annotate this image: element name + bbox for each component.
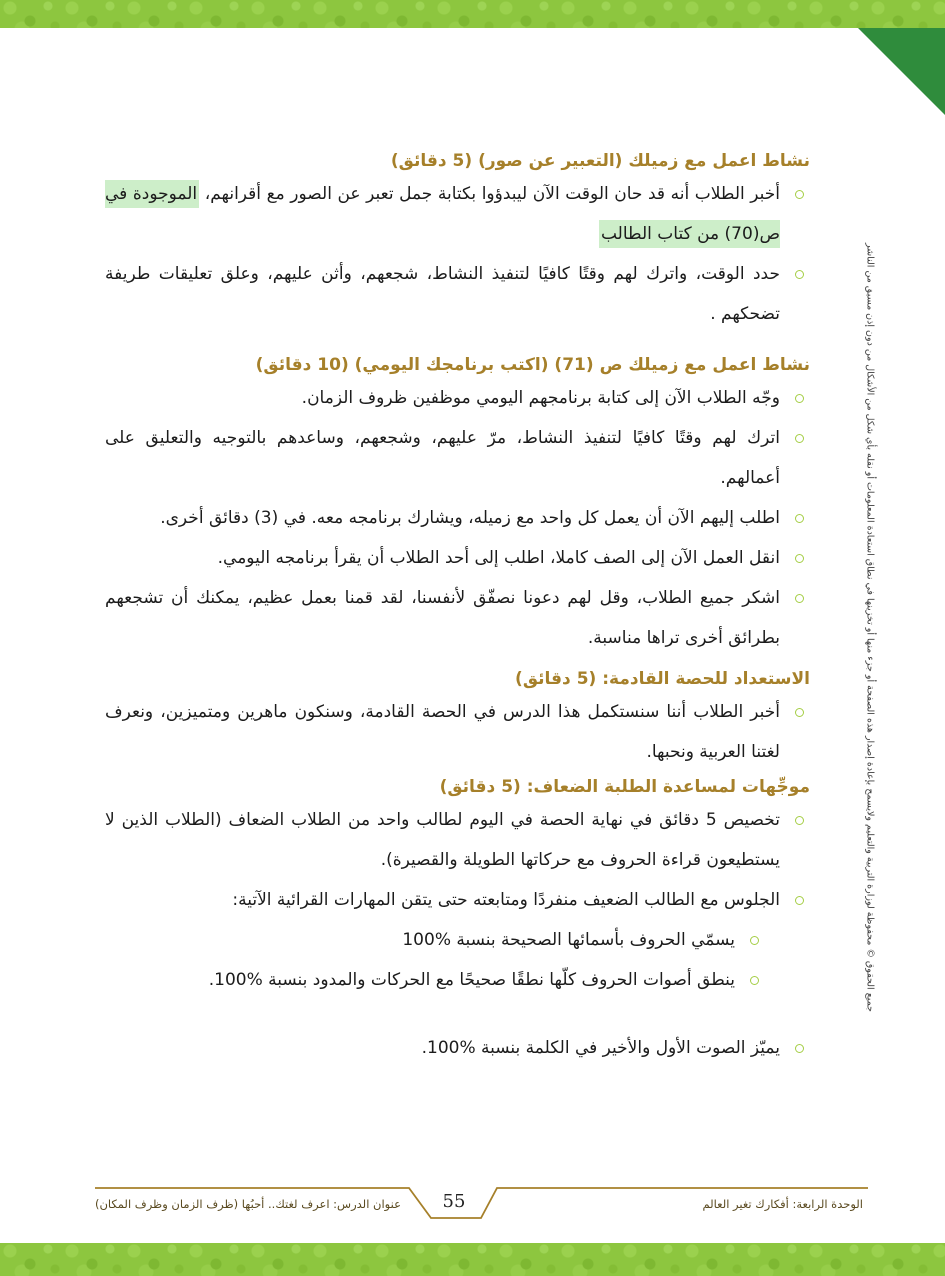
bullet-circle-icon	[795, 1044, 804, 1053]
copyright-text: جميع الحقوق © محفوظة لوزارة التربية والتعليم ولايسمح بإعادة إصدار هذه الصفحة أو جزء منها أو تخزينها في نطاق استعادة المعلومات أو نقله بأي شكل من الأشكال من دون إذن مسبق من الناشر	[864, 242, 876, 1012]
list-item	[105, 800, 810, 880]
top-pattern-band	[0, 0, 945, 28]
page-content	[105, 140, 810, 1068]
list-item	[105, 1028, 810, 1068]
bullet-circle-icon	[795, 434, 804, 443]
list-item	[105, 254, 810, 334]
bullet-text	[105, 180, 780, 248]
section-heading-next-lesson-prep: الاستعداد للحصة القادمة: (5 دقائق)	[515, 669, 810, 689]
bullet-text: يميّز الصوت الأول والأخير في الكلمة بنسبة %100.	[421, 1038, 780, 1058]
bullet-text: ينطق أصوات الحروف كلّها نطقًا صحيحًا مع الحركات والمدود بنسبة %100.	[208, 970, 735, 990]
bullet-list-4	[105, 800, 810, 1068]
list-item-sub	[105, 920, 765, 960]
list-item	[105, 578, 810, 658]
bullet-circle-icon	[795, 514, 804, 523]
bullet-circle-icon	[795, 594, 804, 603]
corner-fold-icon	[858, 28, 945, 115]
bullet-circle-icon	[795, 270, 804, 279]
section-heading-daily-program: نشاط اعمل مع زميلك ص (71) (اكتب برنامجك اليومي) (10 دقائق)	[255, 355, 810, 375]
list-item	[105, 880, 810, 920]
bullet-list-3	[105, 692, 810, 772]
bullet-circle-icon	[750, 976, 759, 985]
bullet-text: اترك لهم وقتًا كافيًا لتنفيذ النشاط، مرّ عليهم، وشجعهم، وساعدهم بالتوجيه والتعليق على أعمالهم.	[105, 428, 780, 488]
list-item	[105, 692, 810, 772]
copyright-sidebar	[858, 242, 882, 1012]
bottom-pattern-band	[0, 1243, 945, 1276]
bullet-text: حدد الوقت، واترك لهم وقتًا كافيًا لتنفيذ النشاط، شجعهم، وأثن عليهم، وعلق تعليقات طريفة تضحكهم .	[105, 264, 780, 324]
footer-lesson-title: عنوان الدرس: اعرف لغتك.. أحبُها (ظرف الزمان وظرف المكان)	[95, 1197, 401, 1211]
bullet-list-2	[105, 378, 810, 658]
bullet-text: أخبر الطلاب أننا سنستكمل هذا الدرس في الحصة القادمة، وسنكون ماهرين ومتميزين، ونعرف لغتنا العربية ونحبها.	[105, 702, 780, 762]
bullet-text-plain: أخبر الطلاب أنه قد حان الوقت الآن ليبدؤوا بكتابة جمل تعبر عن الصور مع أقرانهم،	[204, 184, 781, 204]
bullet-circle-icon	[795, 816, 804, 825]
corner-fold-triangle	[858, 28, 945, 115]
bullet-text: اطلب إليهم الآن أن يعمل كل واحد مع زميله، ويشارك برنامجه معه. في (3) دقائق أخرى.	[160, 508, 780, 528]
bullet-circle-icon	[795, 896, 804, 905]
section-heading-activity-pictures: نشاط اعمل مع زميلك (التعبير عن صور) (5 دقائق)	[390, 151, 810, 171]
list-item-sub	[105, 960, 765, 1000]
bullet-text: اشكر جميع الطلاب، وقل لهم دعونا نصفّق لأنفسنا، لقد قمنا بعمل عظيم، يمكنك أن تشجعهم بطرائق أخرى تراها مناسبة.	[105, 588, 780, 648]
highlighted-phrase: الموجودة في ص(70) من كتاب الطالب	[105, 180, 780, 248]
footer-unit-title: الوحدة الرابعة: أفكارك تغير العالم	[702, 1197, 863, 1211]
list-item	[105, 418, 810, 498]
list-item	[105, 378, 810, 418]
bullet-text: وجّه الطلاب الآن إلى كتابة برنامجهم اليومي موظفين ظروف الزمان.	[301, 388, 780, 408]
bullet-text: الجلوس مع الطالب الضعيف منفردًا ومتابعته حتى يتقن المهارات القرائية الآتية:	[232, 890, 780, 910]
bullet-circle-icon	[795, 708, 804, 717]
bullet-text: انقل العمل الآن إلى الصف كاملا، اطلب إلى أحد الطلاب أن يقرأ برنامجه اليومي.	[217, 548, 780, 568]
bullet-circle-icon	[795, 394, 804, 403]
bullet-circle-icon	[795, 190, 804, 199]
bullet-text: يسمّي الحروف بأسمائها الصحيحة بنسبة %100	[402, 930, 735, 950]
bullet-circle-icon	[795, 554, 804, 563]
list-item	[105, 174, 810, 254]
list-item	[105, 498, 810, 538]
bullet-text: تخصيص 5 دقائق في نهاية الحصة في اليوم لطالب واحد من الطلاب الضعاف (الطلاب الذين لا يستطيعون قراءة الحروف مع حركاتها الطويلة والقصيرة).	[105, 810, 780, 870]
section-heading-weak-students-guidelines: موجِّهات لمساعدة الطلبة الضعاف: (5 دقائق)	[439, 777, 810, 797]
bullet-circle-icon	[750, 936, 759, 945]
list-item	[105, 538, 810, 578]
page-number: 55	[442, 1191, 466, 1212]
bullet-list-1	[105, 174, 810, 334]
